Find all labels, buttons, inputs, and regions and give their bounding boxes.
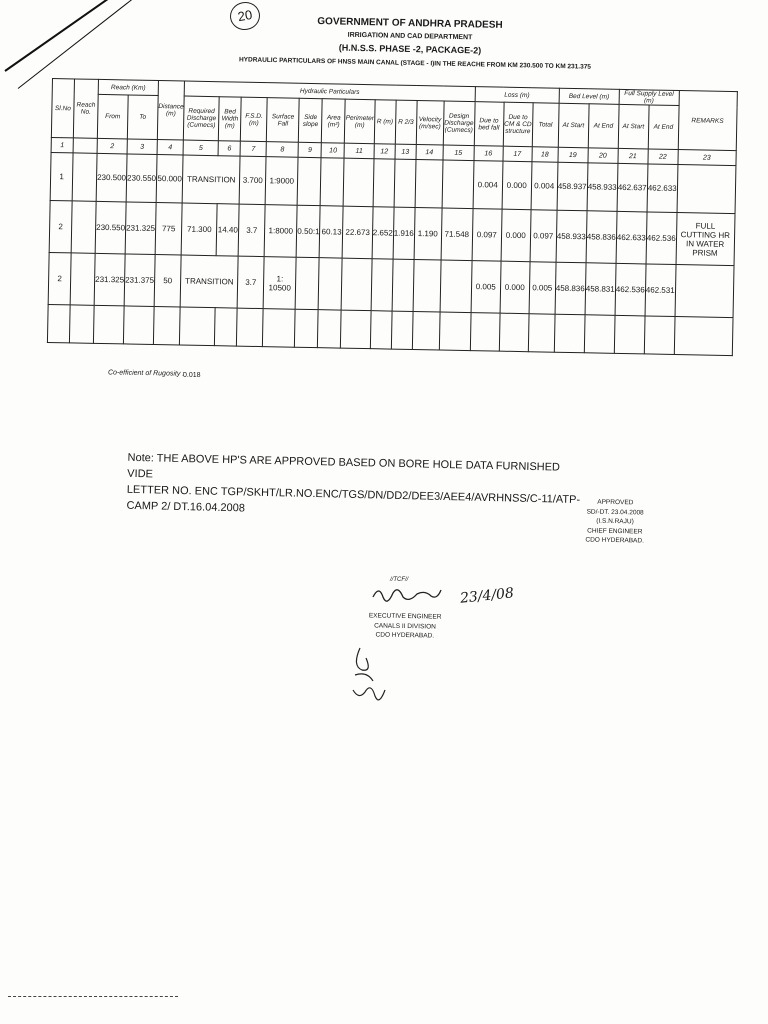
cell-slno: 1 [50,152,73,200]
hydraulic-table [47,78,738,356]
header-phase: (H.N.S.S. PHASE -2, PACKAGE-2) [338,42,482,56]
cell-area: 60.13 [320,206,344,258]
approval-line: CHIEF ENGINEER [587,527,643,535]
cell-bed-end: 458.836 [586,211,617,264]
col-perimeter: Perimeter (m) [345,99,375,144]
col-number: 22 [648,149,678,165]
cell-design-discharge [442,160,474,209]
col-number: 5 [183,140,218,156]
cell-perimeter [342,258,372,311]
cell-r [371,259,393,311]
col-velocity: Velocity (m/sec) [416,101,444,146]
executive-line: CANALS II DIVISION [374,621,436,631]
tcf-mark: //TCF// [390,577,409,583]
cell-due-bed-fall: 0.005 [471,261,501,314]
col-bed-start: At Start [558,103,589,148]
cell-fsd: 3.700 [239,156,266,204]
cell-bed-start: 458.937 [557,162,588,211]
cell-remarks [675,265,734,318]
group-hydraulic: Hydraulic Particulars [184,81,475,102]
col-remarks: REMARKS [678,91,737,151]
col-number: 11 [344,143,373,159]
col-number: 3 [127,139,157,155]
col-fsl-end: At End [648,105,679,150]
col-r23: R 2/3 [395,100,417,144]
note-block [126,450,587,524]
header-department: IRRIGATION AND CAD DEPARTMENT [347,31,473,42]
col-to: To [127,95,158,140]
page-number: 20 [228,0,262,32]
col-surface-fall: Surface Fall [267,98,300,143]
cell-velocity [415,159,443,208]
bottom-edge-line [8,996,178,997]
cell-side-slope [295,257,319,309]
col-fsd: F.S.D. (m) [241,97,268,141]
cell-to: 231.325 [125,202,156,255]
col-number: 12 [374,144,395,159]
col-number: 20 [588,148,618,164]
cell-fsd: 3.7 [238,204,265,256]
cell-fsl-end: 462.633 [647,164,678,213]
col-bed-width: Bed Width (m) [219,97,242,141]
cell-bed-start: 458.836 [555,262,586,315]
cell-bed-width: 14.40 [216,204,239,256]
cell-side-slope: 0.50:1 [296,205,320,257]
cell-distance: 50.000 [156,155,183,203]
cell-slno: 2 [49,200,72,252]
cell-total: 0.004 [531,162,558,210]
cell-bed-end: 458.831 [585,263,616,316]
col-fsl-start: At Start [618,104,649,149]
coefficient-label: Co-efficient of Rugosity : [107,369,185,378]
executive-line: CDO HYDERABAD. [375,631,435,640]
initials-signature [345,640,395,715]
header-government: GOVERNMENT OF ANDHRA PRADESH [317,16,503,31]
col-number: 7 [240,141,266,156]
col-slno: Sl.No [51,79,74,138]
approval-line: (I.S.N.RAJU) [596,517,634,526]
col-area: Area (m²) [322,99,346,143]
approval-line: CDO HYDERABAD. [585,536,644,545]
cell-design-discharge [440,260,472,313]
cell-fsl-start: 462.633 [616,211,647,264]
col-distance: Distance (m) [157,81,184,140]
col-number: 8 [266,142,298,158]
approval-line: SD/-DT. 23.04.2008 [586,508,644,516]
cell-to: 231.375 [124,254,155,307]
col-number: 16 [474,146,503,162]
col-number: 1 [51,137,73,152]
cell-side-slope [297,157,321,205]
cell-surface-fall: 1:8000 [264,205,297,258]
col-number [73,138,97,153]
cell-total: 0.005 [529,262,556,314]
col-number: 19 [558,147,588,163]
approval-block [560,497,671,546]
note-line-2: LETTER NO. ENC TGP/SKHT/LR.NO.ENC/TGS/DN/DD2/DEE3/AEE4/AVRHNSS/C-11/ATP-CAMP 2/ DT.16.04.2008 [126,483,581,515]
col-number: 9 [298,142,322,157]
cell-due-bed-fall: 0.097 [472,209,502,262]
cell-bed-start: 458.933 [556,210,587,263]
cell-r23 [394,159,416,207]
cell-remarks: FULL CUTTING HR IN WATER PRISM [676,213,735,266]
cell-due-cm-cd: 0.000 [501,209,531,262]
col-from: From [97,94,128,139]
executive-block [350,611,460,641]
cell-design-discharge: 71.548 [441,208,473,261]
cell-fsl-start: 462.536 [615,263,646,316]
cell-distance: 775 [155,203,182,255]
cell-r: 2.652 [372,207,394,259]
col-required-discharge: Required Discharge (Cumecs) [184,96,220,141]
col-reach-no: Reach No. [73,79,98,138]
cell-distance: 50 [154,255,181,307]
cell-surface-fall: 1: 10500 [263,257,296,310]
col-number: 4 [157,140,184,156]
group-fsl: Full Supply Level (m) [619,89,679,105]
col-number: 23 [678,150,736,166]
cell-due-bed-fall: 0.004 [473,161,503,210]
header-title: HYDRAULIC PARTICULARS OF HNSS MAIN CANAL (STAGE - I)IN THE REACHE FROM KM 230.500 TO KM 231.375 [238,56,592,71]
cell-required-discharge: 71.300 [181,203,217,256]
hydraulic-table-wrapper [47,78,738,356]
cell-due-cm-cd: 0.000 [500,261,530,314]
cell-transition: TRANSITION [180,255,238,308]
cell-reach-no [71,201,96,253]
col-total: Total [532,103,559,147]
group-loss: Loss (m) [475,87,559,104]
cell-fsl-end: 462.531 [645,264,676,317]
cell-velocity: 1.190 [414,207,442,260]
cell-from: 230.500 [96,153,127,202]
col-number: 21 [618,148,648,164]
cell-total: 0.097 [530,210,557,262]
col-number: 17 [503,146,532,162]
note-line-1: Note: THE ABOVE HP'S ARE APPROVED BASED ON BORE HOLE DATA FURNISHED VIDE [127,451,561,481]
group-bed-level: Bed Level (m) [559,88,619,104]
cell-fsl-end: 462.536 [646,212,677,265]
cell-bed-end: 458.933 [587,163,618,212]
col-design-discharge: Design Discharge (Cumecs) [443,101,475,146]
cell-velocity [413,259,441,312]
cell-area [319,258,343,310]
approval-line: APPROVED [597,498,634,507]
cell-reach-no [70,253,95,305]
cell-perimeter [344,158,374,207]
signature-date: 23/4/08 [459,585,515,607]
col-due-cm-cd: Due to CM & CD structure [503,102,533,147]
cell-from: 231.325 [94,253,125,306]
col-number: 18 [532,147,558,162]
cell-surface-fall: 1:9000 [265,157,298,206]
col-due-bed-fall: Due to bed fall [474,102,504,147]
cell-remarks [677,165,736,214]
coefficient-value: 0.018 [183,372,201,379]
group-reach: Reach (Km) [98,79,158,95]
cell-area [321,158,345,206]
cell-perimeter: 22.673 [343,206,373,259]
col-number: 15 [443,145,474,161]
strike-line [4,0,177,72]
col-number: 10 [321,143,344,158]
col-number: 6 [218,141,240,156]
col-number: 2 [97,138,127,154]
col-side-slope: Side slope [299,98,323,142]
col-bed-end: At End [588,104,619,149]
col-number: 14 [416,145,443,161]
cell-due-cm-cd: 0.000 [502,161,532,210]
cell-fsl-start: 462.637 [617,163,648,212]
cell-to: 230.550 [126,154,157,203]
cell-fsd: 3.7 [237,256,264,308]
cell-r [373,159,395,207]
col-r: R (m) [374,100,396,144]
cell-slno: 2 [48,252,71,304]
executive-line: EXECUTIVE ENGINEER [368,612,442,621]
cell-from: 230.550 [95,201,126,254]
cell-r23 [392,259,414,311]
cell-r23: 1.916 [393,207,415,259]
cell-reach-no [72,153,97,201]
col-number: 13 [395,144,416,159]
cell-transition: TRANSITION [182,155,240,204]
